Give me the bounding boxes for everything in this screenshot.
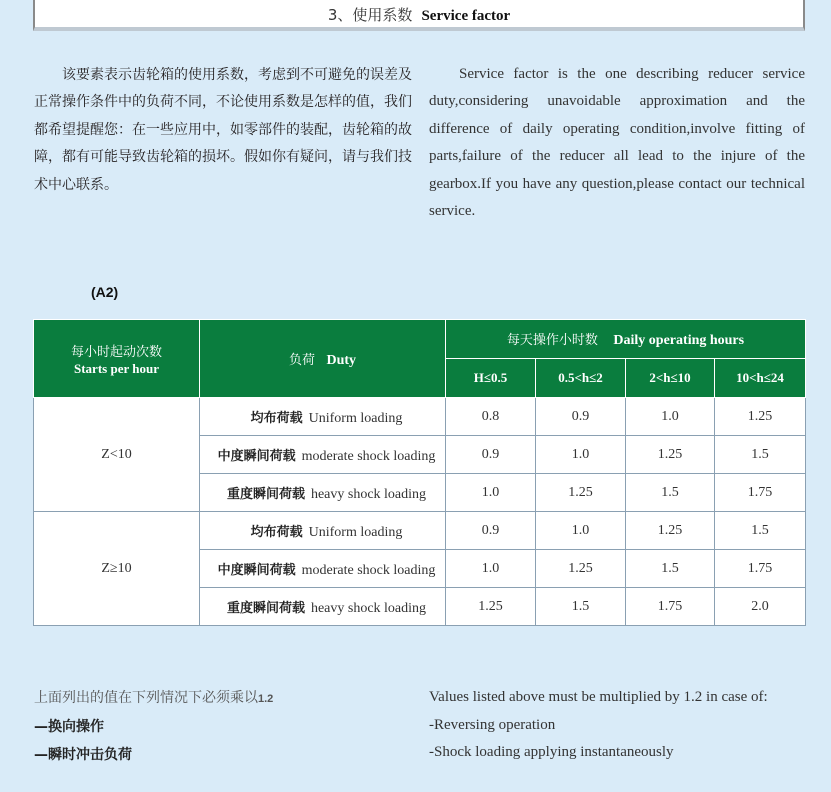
duty-label-cn: 均布荷载 xyxy=(250,524,303,540)
service-factor-value: 1.5 xyxy=(715,512,806,550)
service-factor-value: 1.0 xyxy=(446,474,536,512)
service-factor-value: 1.5 xyxy=(536,588,626,626)
table-row xyxy=(34,398,806,436)
service-factor-value: 1.25 xyxy=(626,436,715,474)
section-title-en: Service factor xyxy=(421,8,511,24)
service-factor-value: 1.75 xyxy=(715,550,806,588)
notes-cn-item: —瞬时冲击负荷 xyxy=(34,747,132,763)
header-daily-operating-hours: 每天操作小时数 Daily operating hours xyxy=(446,320,806,359)
service-factor-value: 1.75 xyxy=(715,474,806,512)
service-factor-value: 1.75 xyxy=(626,588,715,626)
header-hour-range: H≤0.5 xyxy=(446,359,536,398)
starts-per-hour-cell: Z≥10 xyxy=(34,512,200,626)
service-factor-value: 1.5 xyxy=(626,550,715,588)
duty-label-cn: 均布荷载 xyxy=(250,410,303,426)
service-factor-value: 0.9 xyxy=(446,512,536,550)
duty-cell xyxy=(200,550,446,588)
notes-cn-intro: 上面列出的值在下列情况下必须乘以1.2 xyxy=(34,690,274,706)
duty-label-cn: 重度瞬间荷载 xyxy=(226,600,305,616)
service-factor-value: 1.5 xyxy=(715,436,806,474)
header-hour-range: 10<h≤24 xyxy=(715,359,806,398)
service-factor-value: 1.0 xyxy=(536,436,626,474)
duty-cell xyxy=(200,398,446,436)
header-hour-range: 0.5<h≤2 xyxy=(536,359,626,398)
duty-cell xyxy=(200,436,446,474)
table-label: (A2) xyxy=(91,284,119,300)
duty-cell xyxy=(200,474,446,512)
notes-en-item: -Reversing operation xyxy=(429,716,556,733)
service-factor-value: 1.0 xyxy=(536,512,626,550)
service-factor-table xyxy=(33,319,806,626)
intro-paragraph-cn: 该要素表示齿轮箱的使用系数，考虑到不可避免的误差及正常操作条件中的负荷不同，不论使用系数是怎样的值，我们都希望提醒您：在一些应用中，如零部件的装配，齿轮箱的故障，都有可能导致齿轮箱的损坏。假如你有疑问，请与我们技术中心联系。 xyxy=(34,67,412,193)
table-row xyxy=(34,512,806,550)
service-factor-value: 1.25 xyxy=(626,512,715,550)
service-factor-value: 1.0 xyxy=(446,550,536,588)
duty-label-cn: 中度瞬间荷载 xyxy=(217,562,296,578)
notes-cn-multiplier: 1.2 xyxy=(258,693,274,705)
starts-per-hour-cell: Z<10 xyxy=(34,398,200,512)
notes-cn-item: —换向操作 xyxy=(34,719,104,735)
notes-en-item: -Shock loading applying instantaneously xyxy=(429,744,674,760)
notes-cn xyxy=(34,684,404,769)
duty-label-cn: 重度瞬间荷载 xyxy=(226,486,305,502)
service-factor-value: 0.9 xyxy=(536,398,626,436)
duty-cell xyxy=(200,512,446,550)
duty-label-en: Uniform loading xyxy=(308,524,403,540)
duty-label-en: moderate shock loading xyxy=(301,562,436,578)
service-factor-value: 0.8 xyxy=(446,398,536,436)
duty-label-en: Uniform loading xyxy=(308,410,403,426)
service-factor-value: 0.9 xyxy=(446,436,536,474)
service-factor-value: 1.25 xyxy=(446,588,536,626)
service-factor-value: 1.25 xyxy=(715,398,806,436)
duty-label-en: moderate shock loading xyxy=(301,448,436,464)
duty-label-en: heavy shock loading xyxy=(310,486,427,502)
notes-en xyxy=(429,684,809,767)
section-title-cn: 3、使用系数 xyxy=(327,6,413,24)
notes-en-intro: Values listed above must be multiplied by 1.2 in case of: xyxy=(429,689,768,705)
header-duty: 负荷 Duty xyxy=(200,320,446,398)
service-factor-value: 1.25 xyxy=(536,474,626,512)
intro-paragraph-en: Service factor is the one describing reducer service duty,considering unavoidable approximation and the difference of daily operating condition,involve fitting of parts,failure of the reducer all lead to the injure of the gearbox.If you have any question,please contact our technical service. xyxy=(429,66,805,220)
service-factor-value: 1.0 xyxy=(626,398,715,436)
duty-cell xyxy=(200,588,446,626)
service-factor-value: 2.0 xyxy=(715,588,806,626)
service-factor-value: 1.25 xyxy=(536,550,626,588)
duty-label-en: heavy shock loading xyxy=(310,600,427,616)
section-title xyxy=(33,0,805,31)
header-hour-range: 2<h≤10 xyxy=(626,359,715,398)
header-starts-per-hour: 每小时起动次数 Starts per hour xyxy=(34,320,200,398)
service-factor-value: 1.5 xyxy=(626,474,715,512)
duty-label-cn: 中度瞬间荷载 xyxy=(217,448,296,464)
